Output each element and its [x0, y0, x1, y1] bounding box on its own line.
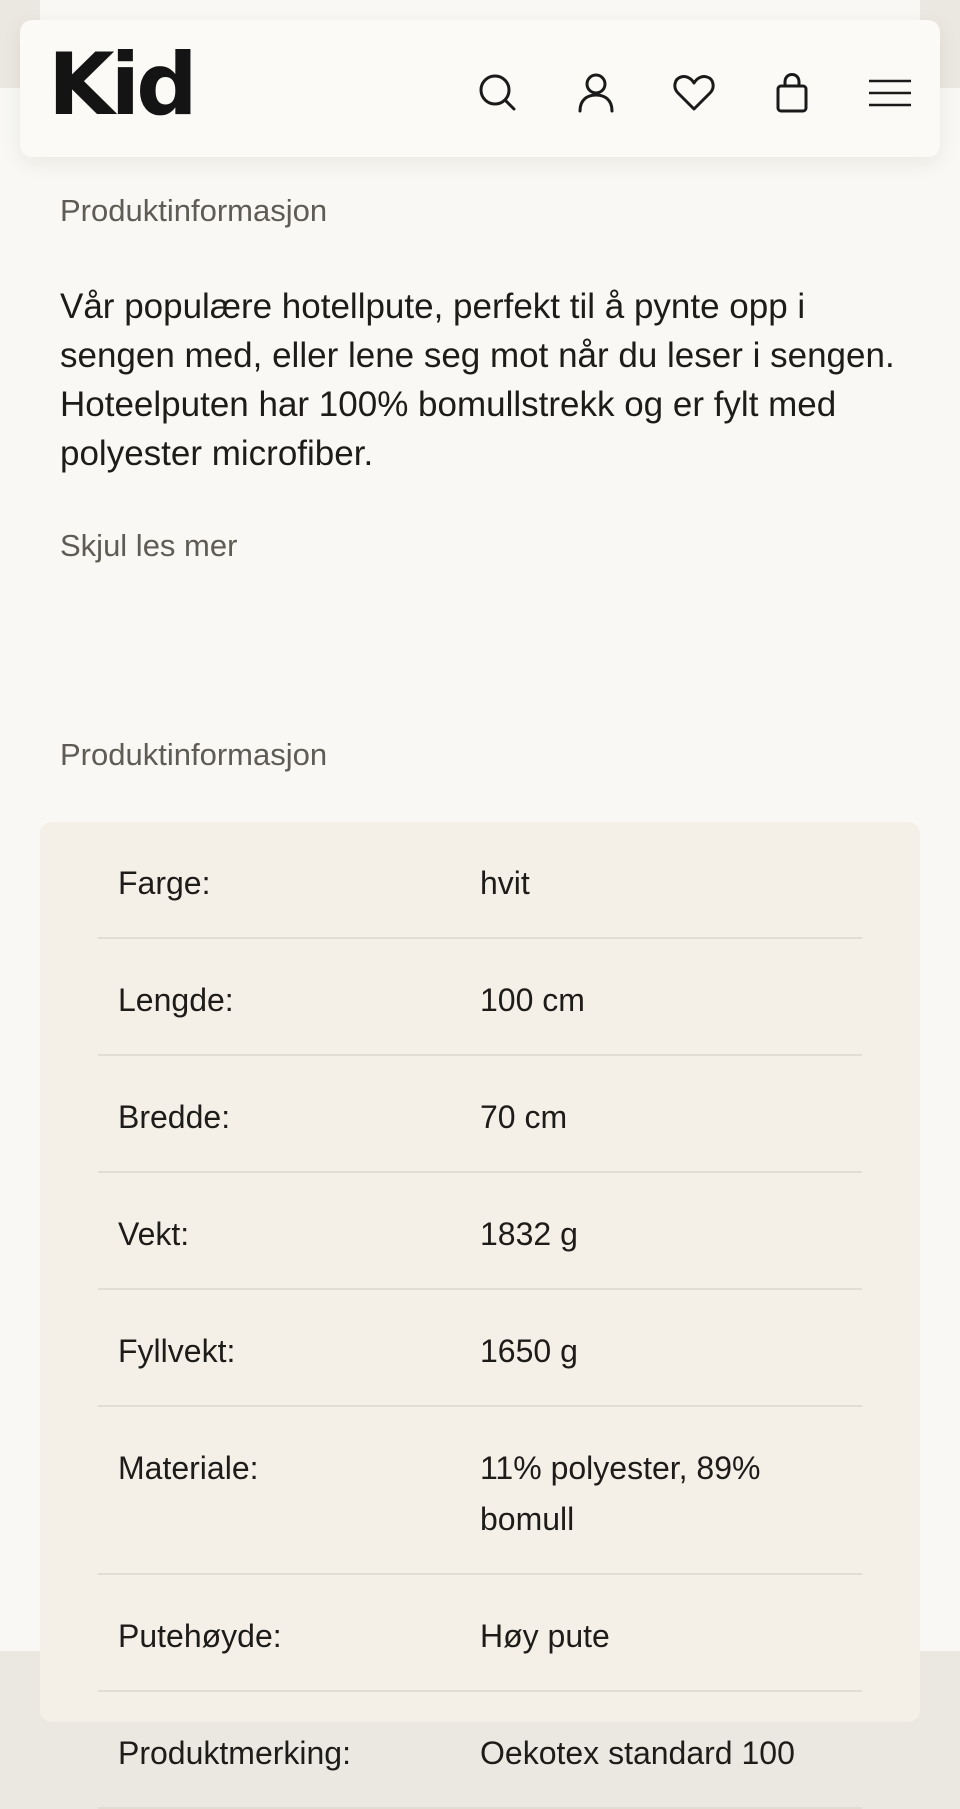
spec-row-lengde [98, 939, 862, 1056]
cart-button[interactable] [767, 68, 817, 118]
spec-row-vekt [98, 1173, 862, 1290]
search-icon [478, 73, 518, 113]
menu-button[interactable] [865, 68, 915, 118]
spec-row-materiale [98, 1407, 862, 1575]
spec-row-bredde [98, 1056, 862, 1173]
kid-logo[interactable]: Kid [48, 35, 194, 135]
search-button[interactable] [473, 68, 523, 118]
site-header [20, 20, 940, 157]
product-description: Vår populære hotellpute, perfekt til å pynte opp i sengen med, eller lene seg mot når du leser i sengen. Hoteelputen har 100% bomullstrekk og er fylt med polyester microfiber. [60, 287, 895, 473]
specs-section-title: Produktinformasjon [60, 737, 328, 772]
spec-key: Fyllvekt: [118, 1333, 236, 1369]
spec-value: 11% polyester, 89% bomull [480, 1450, 761, 1537]
wishlist-heart-icon [673, 74, 715, 112]
spec-key: Lengde: [118, 982, 234, 1018]
spec-key: Bredde: [118, 1099, 231, 1135]
cart-bag-icon [774, 72, 810, 114]
spec-key: Materiale: [118, 1450, 259, 1486]
wishlist-button[interactable] [669, 68, 719, 118]
spec-row-fyllvekt [98, 1290, 862, 1407]
specs-table [98, 822, 862, 1809]
spec-key: Putehøyde: [118, 1618, 282, 1654]
description-section-title: Produktinformasjon [60, 193, 328, 228]
spec-row-putehoyde [98, 1575, 862, 1692]
specs-card [40, 822, 920, 1771]
menu-hamburger-icon [868, 79, 912, 107]
spec-value: 70 cm [480, 1099, 568, 1135]
read-less-link[interactable]: Skjul les mer [60, 528, 238, 563]
account-icon [577, 73, 615, 113]
spec-value: 1650 g [480, 1333, 578, 1369]
spec-value: 100 cm [480, 982, 585, 1018]
spec-row-produktmerking [98, 1692, 862, 1809]
spec-key: Vekt: [118, 1216, 190, 1252]
spec-key: Produktmerking: [118, 1735, 351, 1771]
previous-content-edge [40, 0, 920, 20]
spec-value: Oekotex standard 100 [480, 1735, 795, 1771]
spec-row-farge [98, 822, 862, 939]
spec-key: Farge: [118, 865, 211, 901]
spec-value: hvit [480, 865, 530, 901]
spec-value: Høy pute [480, 1618, 610, 1654]
spec-value: 1832 g [480, 1216, 578, 1252]
account-button[interactable] [571, 68, 621, 118]
